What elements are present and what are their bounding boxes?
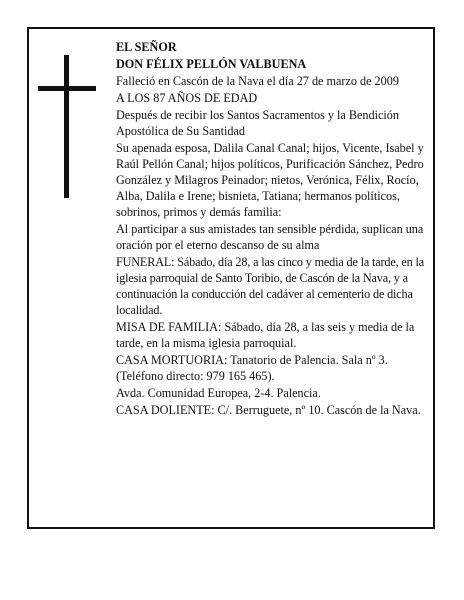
prayer-request: Al participar a sus amistades tan sensible pérdida, suplican una oración por el eterno descanso de su alma [116,222,424,252]
death-notice: Falleció en Cascón de la Nava el día 27 de marzo de 2009 [116,74,399,88]
family-list: Su apenada esposa, Dalila Canal Canal; hijos, Vicente, Isabel y Raúl Pellón Canal; hijos políticos, Purificación Sánchez, Pedro González y Milagros Peinador; nietos, Verónica, Félix, Rocío, Alba, Dalila e Irene; bisnieta, Tatiana; hermanos políticos, sobrinos, primos y demás familia: [116,141,424,219]
funeral-details: FUNERAL: Sábado, día 28, a las cinco y media de la tarde, en la iglesia parroquial de Santo Toribio, de Cascón de la Nava, y a continuación la conducción del cadáver al cementerio de dicha localidad. [116,255,425,317]
home-details: CASA DOLIENTE: C/. Berruguete, nº 10. Cascón de la Nava. [116,403,421,417]
obituary-text [116,39,427,419]
family-mass-details: MISA DE FAMILIA: Sábado, día 28, a las seis y media de la tarde, en la misma iglesia parroquial. [116,320,415,350]
mortuary-details: CASA MORTUORIA: Tanatorio de Palencia. Sala nº 3. (Teléfono directo: 979 165 465). [116,353,388,383]
header-title: EL SEÑOR [116,40,177,54]
sacraments-line: Después de recibir los Santos Sacramentos y la Bendición Apostólica de Su Santidad [116,108,399,138]
cross-vertical-bar [64,55,69,198]
mortuary-address: Avda. Comunidad Europea, 2-4. Palencia. [116,386,321,400]
cross-horizontal-bar [38,86,96,91]
age-line: A LOS 87 AÑOS DE EDAD [116,91,258,105]
deceased-name: DON FÉLIX PELLÓN VALBUENA [116,57,307,71]
